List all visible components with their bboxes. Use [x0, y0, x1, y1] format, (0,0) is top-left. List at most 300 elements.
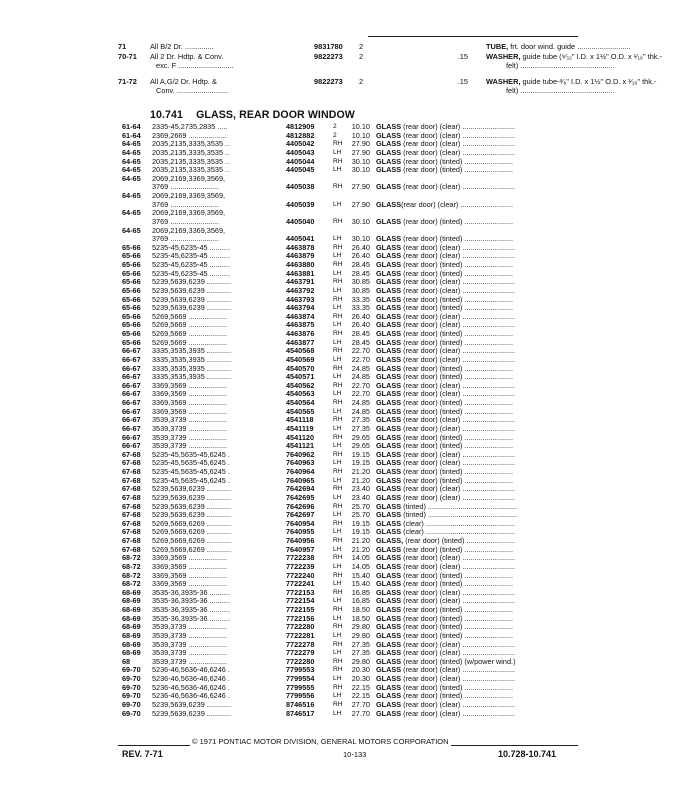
year-range: 68-69 — [122, 622, 141, 632]
price: .15 — [457, 52, 468, 61]
side-or-qty: LH — [333, 649, 342, 657]
price: 26.40 — [351, 311, 370, 321]
part-description: GLASS (rear door) (tinted) ........................ — [376, 398, 514, 407]
model-list: 2369,2669 ................... — [152, 130, 228, 140]
part-number: 7722153 — [286, 587, 315, 597]
year-range: 66-67 — [122, 406, 141, 416]
model-list: 3539,3739 ................... — [152, 656, 228, 666]
part-number: 4463878 — [286, 242, 315, 252]
model-list: 5236-46,5636-46,6246 . — [152, 674, 230, 683]
model-list: 3535-36,3935-36 .......... — [152, 587, 230, 597]
part-description: GLASS (rear door) (tinted) ........................ — [376, 691, 514, 701]
price: 15.40 — [351, 570, 370, 580]
part-description: GLASS (rear door) (tinted) ........................ — [376, 605, 514, 614]
year-range: 70-71 — [118, 52, 137, 61]
model-list: 2035,2135,3335,3535 .. — [152, 147, 230, 157]
part-number: 4405042 — [286, 139, 315, 149]
price: 19.15 — [351, 527, 370, 537]
price: 14.05 — [351, 561, 370, 571]
model-list: 2069,2169,3369,3569, — [152, 208, 226, 218]
part-description: GLASS (rear door) (tinted) ........................ — [376, 372, 514, 382]
quantity: 2 — [359, 77, 364, 86]
part-number: 7640963 — [286, 458, 315, 468]
model-list: All 2 Dr. Hdtp. & Conv. exc. F ........................... — [150, 52, 234, 70]
part-number: 4812882 — [286, 130, 315, 140]
part-number: 7640964 — [286, 467, 315, 476]
side-or-qty: RH — [333, 502, 343, 510]
price: 27.70 — [351, 708, 370, 718]
part-number: 7722278 — [286, 639, 315, 649]
part-description: GLASS (rear door) (tinted) ........................ — [376, 475, 514, 485]
price: 22.70 — [351, 354, 370, 364]
model-list: 5235-45,5635-45,6245 . — [152, 458, 230, 468]
model-list: 3369,3569 ................... — [152, 579, 228, 589]
year-range: 65-66 — [122, 277, 141, 287]
model-list: 3539,3739 ................... — [152, 441, 228, 451]
part-description: GLASS, (rear door) (tinted) ........................ — [376, 536, 516, 545]
year-range: 68-72 — [122, 553, 141, 563]
model-list: 5269,5669 ................... — [152, 329, 228, 338]
part-description: GLASS (rear door) (tinted) ........................ — [376, 363, 514, 373]
year-range: 68 — [122, 656, 131, 666]
price: 33.35 — [351, 294, 370, 304]
side-or-qty: RH — [333, 295, 343, 303]
price: 29.65 — [351, 432, 370, 442]
side-or-qty: RH — [333, 433, 343, 441]
side-or-qty: LH — [333, 511, 342, 519]
model-list: 5235-45,5635-45,6245 . — [152, 449, 230, 459]
price: 27.90 — [351, 147, 370, 157]
part-description: GLASS (rear door) (tinted) ........................ — [376, 260, 514, 269]
part-number: 4541120 — [286, 432, 315, 442]
side-or-qty: RH — [333, 554, 343, 562]
part-number: 7640954 — [286, 518, 315, 528]
year-range: 65-66 — [122, 329, 141, 338]
part-description: GLASS (rear door) (tinted) ........................ — [376, 337, 514, 347]
part-number: 7799554 — [286, 674, 315, 683]
part-number: 7722241 — [286, 579, 315, 589]
model-list: 5269,5669,6269 ............ — [152, 527, 232, 537]
side-or-qty: RH — [333, 588, 343, 596]
part-number: 4405044 — [286, 156, 315, 166]
year-range: 67-68 — [122, 501, 141, 511]
year-range: 65-66 — [122, 260, 141, 269]
part-description: GLASS (rear door) (clear) .......................... — [376, 320, 516, 330]
price: 27.90 — [351, 182, 370, 192]
price: 28.45 — [351, 268, 370, 278]
part-number: 7722155 — [286, 605, 315, 614]
side-or-qty: LH — [333, 390, 342, 398]
price: 27.35 — [351, 423, 370, 433]
side-or-qty: LH — [333, 709, 342, 717]
model-list: 3535-36,3935-36 .......... — [152, 605, 230, 614]
part-number: 7722156 — [286, 613, 315, 623]
price: 30.10 — [351, 156, 370, 166]
part-description: GLASS (rear door) (clear) .......................... — [376, 665, 516, 675]
price: 21.20 — [351, 475, 370, 485]
part-number: 4540564 — [286, 398, 315, 407]
price: 22.15 — [351, 682, 370, 692]
part-number: 8746516 — [286, 699, 315, 709]
side-or-qty: RH — [333, 243, 343, 251]
price: 27.70 — [351, 699, 370, 709]
part-number: 4405040 — [286, 216, 315, 226]
part-number: 4405039 — [286, 199, 315, 209]
part-number: 7642697 — [286, 510, 315, 520]
part-number: 7640965 — [286, 475, 315, 485]
price: 22.70 — [351, 389, 370, 399]
section-heading — [150, 109, 355, 121]
part-description: GLASS (rear door) (clear) .......................... — [376, 553, 516, 563]
model-list: 3539,3739 ................... — [152, 630, 228, 640]
part-description: GLASS (rear door) (clear) .......................... — [376, 484, 516, 494]
side-or-qty: LH — [333, 338, 342, 346]
price: 29.80 — [351, 656, 370, 666]
price: 22.70 — [351, 380, 370, 390]
part-number: 4812909 — [286, 122, 315, 131]
part-number: 7799555 — [286, 682, 315, 692]
model-list: 3369,3569 ................... — [152, 570, 228, 580]
part-number: 7642694 — [286, 484, 315, 494]
model-list: 3369,3569 ................... — [152, 561, 228, 571]
model-list: 5239,5639,6239 ............ — [152, 510, 232, 520]
part-description: GLASS (rear door) (clear) .......................... — [376, 130, 516, 140]
model-list: All B/2 Dr. .............. — [150, 42, 214, 51]
side-or-qty: RH — [333, 606, 343, 613]
year-range: 68-69 — [122, 630, 141, 640]
year-range: 67-68 — [122, 527, 141, 537]
part-description: WASHER, guide tube (⁹⁄₃₂" I.D. x 1½" O.D. x ¹⁄₁₆" thk.- felt) .............................................. — [486, 52, 663, 70]
year-range: 66-67 — [122, 372, 141, 382]
year-range: 65-66 — [122, 251, 141, 261]
part-description: GLASS (rear door) (tinted) ........................ — [376, 467, 514, 476]
price: 18.50 — [351, 605, 370, 614]
side-or-qty: LH — [333, 476, 342, 484]
price: .15 — [457, 77, 468, 86]
part-number: 9822273 — [314, 52, 343, 61]
part-description: GLASS (rear door) (tinted) ........................ — [376, 544, 514, 554]
side-or-qty: LH — [333, 692, 342, 700]
price: 21.20 — [351, 536, 370, 545]
side-or-qty: RH — [333, 683, 343, 691]
quantity: 2 — [359, 42, 364, 51]
model-list: 3769 ........................ — [152, 216, 219, 226]
part-description: TUBE, frt. door wind. guide .......................... — [486, 42, 631, 51]
year-range: 65-66 — [122, 242, 141, 252]
price: 10.10 — [351, 122, 370, 131]
price: 27.90 — [351, 199, 370, 209]
year-range: 68-69 — [122, 613, 141, 623]
model-list: 5239,5639,6239 ............ — [152, 484, 232, 494]
model-list: All A,G/2 Dr. Hdtp. & Conv. ......................... — [150, 77, 229, 95]
part-number: 4463876 — [286, 329, 315, 338]
year-range: 64-65 — [122, 165, 141, 175]
price: 24.85 — [351, 398, 370, 407]
price: 24.85 — [351, 372, 370, 382]
part-number: 7722280 — [286, 622, 315, 632]
part-description: GLASS (rear door) (clear) .......................... — [376, 380, 516, 390]
year-range: 68-69 — [122, 596, 141, 606]
side-or-qty: LH — [333, 597, 342, 605]
model-list: 2335-45,2735,2835 ..... — [152, 122, 228, 131]
year-range: 67-68 — [122, 544, 141, 554]
price: 29.80 — [351, 622, 370, 632]
year-range: 69-70 — [122, 682, 141, 692]
model-list: 3769 ........................ — [152, 182, 219, 192]
price: 16.85 — [351, 596, 370, 606]
side-or-qty: RH — [333, 640, 343, 648]
side-or-qty: LH — [333, 424, 342, 432]
price: 28.45 — [351, 260, 370, 269]
side-or-qty: RH — [333, 416, 343, 424]
model-list: 5235-45,5635-45,6245 . — [152, 475, 230, 485]
price: 19.15 — [351, 449, 370, 459]
price: 28.45 — [351, 329, 370, 338]
model-list: 3539,3739 ................... — [152, 639, 228, 649]
year-range: 64-65 — [122, 139, 141, 149]
model-list: 3335,3535,3935 ............ — [152, 346, 232, 356]
model-list: 5269,5669,6269 ............ — [152, 536, 232, 545]
year-range: 68-72 — [122, 561, 141, 571]
side-or-qty: RH — [333, 519, 343, 527]
side-or-qty: LH — [333, 373, 342, 381]
part-description: GLASS (rear door) (clear) .......................... — [376, 182, 516, 192]
model-list: 5236-46,5636-46,6246 . — [152, 665, 230, 675]
year-range: 71-72 — [118, 77, 137, 86]
part-description: GLASS (rear door) (tinted) ........................ — [376, 630, 514, 640]
part-number: 4463879 — [286, 251, 315, 261]
side-or-qty: RH — [333, 364, 343, 372]
price: 19.15 — [351, 518, 370, 528]
part-number: 4405043 — [286, 147, 315, 157]
side-or-qty: RH — [333, 537, 343, 544]
model-list: 5235-45,6235-45 .......... — [152, 251, 230, 261]
price: 26.40 — [351, 320, 370, 330]
model-list: 5239,5639,6239 ............ — [152, 294, 232, 304]
year-range: 66-67 — [122, 363, 141, 373]
year-range: 65-66 — [122, 268, 141, 278]
model-list: 3369,3569 ................... — [152, 380, 228, 390]
price: 29.65 — [351, 441, 370, 451]
side-or-qty: RH — [333, 450, 343, 458]
side-or-qty: RH — [333, 217, 343, 225]
model-list: 2069,2169,3369,3569, — [152, 225, 226, 235]
year-range: 67-68 — [122, 518, 141, 528]
part-description: GLASS (rear door) (clear) .......................... — [376, 639, 516, 649]
model-list: 3369,3569 ................... — [152, 398, 228, 407]
model-list: 3335,3535,3935 ............ — [152, 363, 232, 373]
year-range: 64-65 — [122, 225, 141, 235]
side-or-qty: RH — [333, 468, 343, 475]
side-or-qty: LH — [333, 407, 342, 415]
side-or-qty: LH — [333, 269, 342, 277]
price: 20.30 — [351, 674, 370, 683]
part-description: GLASS (rear door) (tinted) ........................ — [376, 682, 514, 692]
price: 25.70 — [351, 501, 370, 511]
part-number: 4540562 — [286, 380, 315, 390]
part-number: 7640955 — [286, 527, 315, 537]
part-number: 4540569 — [286, 354, 315, 364]
year-range: 68-69 — [122, 605, 141, 614]
part-description: GLASS (rear door) (tinted) ........................ — [376, 303, 514, 313]
side-or-qty: LH — [333, 631, 342, 639]
part-description: GLASS (tinted) ............................................ — [376, 501, 518, 511]
part-description: GLASS (rear door) (clear) .......................... — [376, 354, 516, 364]
side-or-qty: LH — [333, 252, 342, 260]
year-range: 65-66 — [122, 303, 141, 313]
year-range: 69-70 — [122, 674, 141, 683]
year-range: 67-68 — [122, 536, 141, 545]
price: 20.30 — [351, 665, 370, 675]
price: 15.40 — [351, 579, 370, 589]
part-description: GLASS (rear door) (tinted) ........................ — [376, 294, 514, 304]
price: 25.70 — [351, 510, 370, 520]
side-or-qty: LH — [333, 614, 342, 622]
side-or-qty: RH — [333, 261, 343, 268]
part-description: GLASS (rear door) (tinted) ........................ — [376, 156, 514, 166]
part-description: GLASS (rear door) (tinted) ........................ — [376, 406, 514, 416]
part-description: GLASS (rear door) (tinted) ........................ — [376, 613, 514, 623]
part-description: GLASS (rear door) (clear) .......................... — [376, 277, 516, 287]
price: 21.20 — [351, 544, 370, 554]
year-range: 65-66 — [122, 311, 141, 321]
year-range: 67-68 — [122, 492, 141, 502]
model-list: 3369,3569 ................... — [152, 389, 228, 399]
part-number: 7640962 — [286, 449, 315, 459]
part-description: GLASS (rear door) (clear) .......................... — [376, 596, 516, 606]
price: 27.35 — [351, 415, 370, 425]
model-list: 2035,2135,3335,3535 .. — [152, 156, 230, 166]
side-or-qty: LH — [333, 166, 342, 174]
part-number: 7642696 — [286, 501, 315, 511]
side-or-qty: LH — [333, 442, 342, 450]
part-description: GLASS (rear door) (clear) .......................... — [376, 561, 516, 571]
year-range: 66-67 — [122, 380, 141, 390]
year-range: 67-68 — [122, 467, 141, 476]
price: 24.85 — [351, 363, 370, 373]
side-or-qty: RH — [333, 312, 343, 320]
year-range: 66-67 — [122, 398, 141, 407]
side-or-qty: RH — [333, 623, 343, 631]
price: 27.90 — [351, 139, 370, 149]
price: 18.50 — [351, 613, 370, 623]
price: 29.80 — [351, 630, 370, 640]
part-number: 7722281 — [286, 630, 315, 640]
part-description: GLASS (rear door) (tinted) ........................ — [376, 165, 514, 175]
year-range: 69-70 — [122, 691, 141, 701]
part-description: GLASS (rear door) (tinted) ........................ — [376, 216, 514, 226]
revision-date: REV. 7-71 — [122, 749, 163, 759]
model-list: 3539,3739 ................... — [152, 622, 228, 632]
side-or-qty: 2 — [333, 131, 337, 139]
year-range: 67-68 — [122, 458, 141, 468]
part-description: GLASS (rear door) (clear) .......................... — [376, 674, 516, 683]
part-description: GLASS (rear door) (clear) .......................... — [376, 415, 516, 425]
price: 28.45 — [351, 337, 370, 347]
price: 19.15 — [351, 458, 370, 468]
top-rule — [368, 36, 578, 37]
parts-list — [122, 123, 582, 718]
group-range: 10.728-10.741 — [498, 749, 557, 759]
part-number: 4463792 — [286, 285, 315, 295]
price: 24.85 — [351, 406, 370, 416]
model-list: 5236-46,5636-46,6246 . — [152, 691, 230, 701]
price: 33.35 — [351, 303, 370, 313]
model-list: 5269,5669,6269 ............ — [152, 518, 232, 528]
model-list: 2035,2135,3335,3535 .. — [152, 165, 230, 175]
part-description: GLASS (rear door) (clear) .......................... — [376, 458, 516, 468]
price: 27.35 — [351, 639, 370, 649]
model-list: 5235-45,5635-45,6245 . — [152, 467, 230, 476]
part-number: 4540571 — [286, 372, 315, 382]
model-list: 3539,3739 ................... — [152, 648, 228, 658]
model-list: 3539,3739 ................... — [152, 415, 228, 425]
part-number: 4540563 — [286, 389, 315, 399]
part-number: 4463881 — [286, 268, 315, 278]
part-description: GLASS (rear door) (tinted) ........................ — [376, 234, 514, 244]
table-row — [122, 710, 582, 719]
part-description: GLASS(rear door) (clear) .......................... — [376, 199, 514, 209]
price: 10.10 — [351, 130, 370, 140]
year-range: 66-67 — [122, 415, 141, 425]
year-range: 61-64 — [122, 122, 141, 131]
part-number: 4405045 — [286, 165, 315, 175]
year-range: 66-67 — [122, 441, 141, 451]
model-list: 2069,2169,3369,3569, — [152, 191, 226, 200]
model-list: 5235-45,6235-45 .......... — [152, 242, 230, 252]
year-range: 67-68 — [122, 484, 141, 494]
price: 27.35 — [351, 648, 370, 658]
price: 23.40 — [351, 484, 370, 494]
model-list: 5269,5669 ................... — [152, 320, 228, 330]
year-range: 65-66 — [122, 320, 141, 330]
part-description: WASHER, guide tube-³⁄₈" I.D. x 1½" O.D. x ¹⁄₁₆" thk.- felt) .............................................. — [486, 77, 657, 95]
part-number: 7722279 — [286, 648, 315, 658]
side-or-qty: LH — [333, 235, 342, 243]
part-number: 4540568 — [286, 346, 315, 356]
model-list: 5239,5639,6239 ............ — [152, 277, 232, 287]
side-or-qty: LH — [333, 148, 342, 156]
side-or-qty: RH — [333, 140, 343, 148]
year-range: 71 — [118, 42, 127, 51]
part-number: 9831780 — [314, 42, 343, 51]
price: 30.85 — [351, 285, 370, 295]
model-list: 5239,5639,6239 ............ — [152, 492, 232, 502]
part-description: GLASS (rear door) (clear) .......................... — [376, 122, 516, 131]
side-or-qty: RH — [333, 666, 343, 674]
part-number: 4541121 — [286, 441, 315, 451]
part-number: 7722154 — [286, 596, 315, 606]
part-description: GLASS (clear) ............................................ — [376, 518, 516, 528]
price: 14.05 — [351, 553, 370, 563]
page-number: 10-133 — [343, 750, 367, 759]
year-range: 68-69 — [122, 639, 141, 649]
part-number: 7640957 — [286, 544, 315, 554]
side-or-qty: RH — [333, 571, 343, 579]
part-number: 7722280 — [286, 656, 315, 666]
year-range: 68-69 — [122, 648, 141, 658]
part-description: GLASS (rear door) (clear) .......................... — [376, 346, 516, 356]
part-description: GLASS (rear door) (tinted) ........................ — [376, 579, 514, 589]
year-range: 66-67 — [122, 389, 141, 399]
model-list: 3335,3535,3935 ............ — [152, 354, 232, 364]
side-or-qty: RH — [333, 278, 343, 286]
part-description: GLASS (rear door) (tinted) ........................ — [376, 570, 514, 580]
year-range: 69-70 — [122, 699, 141, 709]
side-or-qty: RH — [333, 485, 343, 493]
side-or-qty: LH — [333, 286, 342, 294]
part-description: GLASS (rear door) (tinted) ........................ — [376, 441, 514, 451]
